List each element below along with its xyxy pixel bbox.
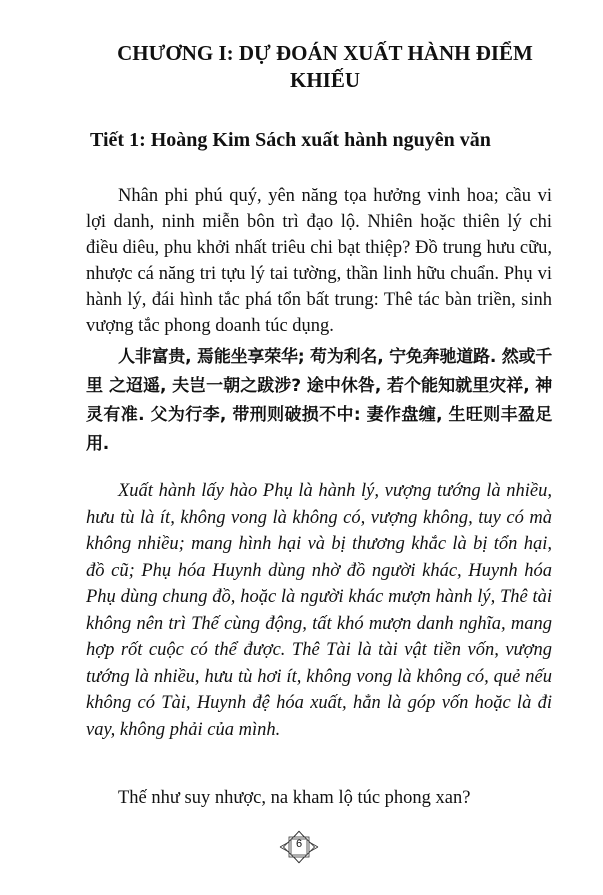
paragraph-transliteration: Nhân phi phú quý, yên năng tọa hưởng vinh hoa; cầu vi lợi danh, ninh miễn bôn trì đạo lộ. Nhiên hoặc thiên lý chi điều diêu, phu khởi nhất triêu chi bạt thiệp? Đồ trung hưu cữu, nhược cá năng tri tựu lý tai tường, thần linh hữu chuẩn. Phụ vi hành lý, đái hình tắc phá tổn bất trung: Thê tác bàn triền, sinh vượng tắc phong doanh túc dụng. — [86, 186, 552, 336]
chapter-title — [60, 40, 590, 94]
section-title: Tiết 1: Hoàng Kim Sách xuất hành nguyên văn — [90, 129, 491, 151]
paragraph-chinese-original: 人非富贵, 焉能坐享荣华; 苟为利名, 宁免奔驰道路. 然或千里 之迢遥, 夫岂一朝之跋涉? 途中休咎, 若个能知就里灾祥, 神灵有准. 父为行李, 带刑则破损不中: 妻作盘缠, 生旺则丰盈足用. — [86, 347, 552, 454]
page-number: 6 — [295, 838, 303, 850]
chapter-title-line-1: CHƯƠNG I: DỰ ĐOÁN XUẤT HÀNH ĐIỂM — [117, 41, 533, 65]
page-footer — [276, 830, 322, 864]
paragraph-closing: Thế như suy nhược, na kham lộ túc phong xan? — [118, 788, 471, 808]
paragraph-explanation: Xuất hành lấy hào Phụ là hành lý, vượng tướng là nhiều, hưu tù là ít, không vong là không có, vượng không, tuy có mà không nhiều; mang hình hại và bị thương khắc là bị tổn hại, đồ cũ; Phụ hóa Huynh dùng nhờ đồ người khác, Huynh hóa Phụ dùng chung đồ, hoặc là người khác mượn hành lý, Thê tài không nên trì Thế cùng động, tất khó mượn danh nghĩa, mang hợp rốt cuộc có thể được. Thê Tài là tài vật tiền vốn, vượng tướng là nhiều, hưu tù hơi ít, không vong là không có, quẻ nếu không có Tài, Huynh đệ hóa xuất, hẳn là góp vốn hoặc là đi vay, không phải của mình. — [86, 481, 552, 740]
chapter-title-line-2: KHIẾU — [289, 68, 360, 92]
